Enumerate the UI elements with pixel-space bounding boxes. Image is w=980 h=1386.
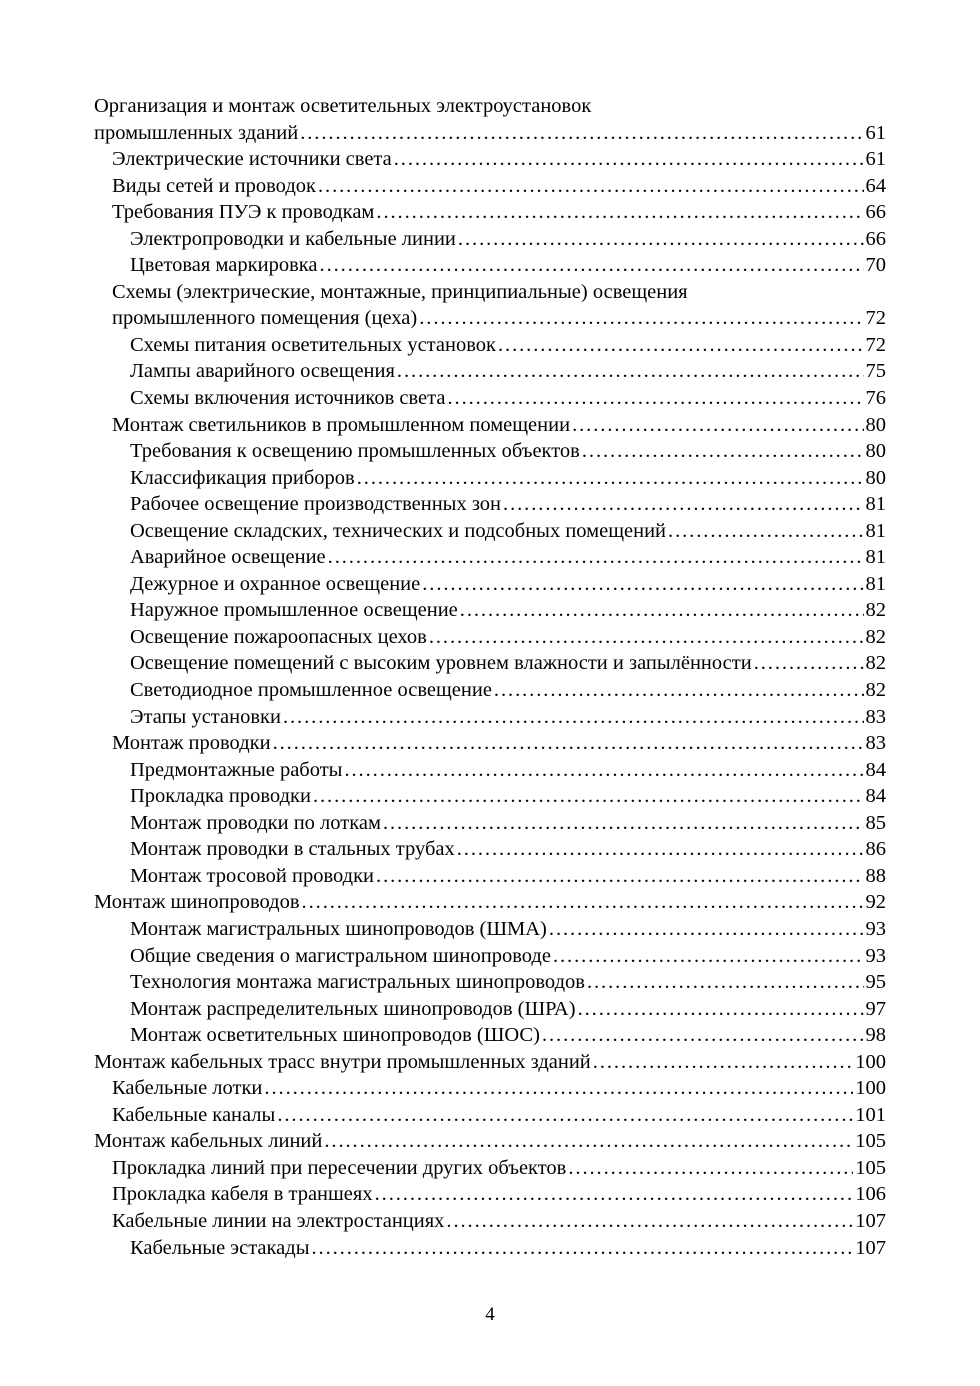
toc-entry-title: Монтаж шинопроводов [94,891,300,914]
toc-entry-title: Прокладка кабеля в траншеях [112,1183,373,1206]
toc-entry [94,544,886,571]
toc-entry-page: 105 [855,1130,886,1153]
toc-entry-page: 101 [855,1103,886,1126]
toc-entry-row [112,173,886,200]
toc-entry [94,889,886,916]
toc-entry-title-line: Организация и монтаж осветительных электроустановок [94,95,592,117]
toc-entry-row [130,518,886,545]
toc-entry-page: 61 [865,121,886,144]
toc-entry-title: Кабельные каналы [112,1103,276,1126]
toc-entry-row [130,252,886,279]
toc-entry-page: 82 [865,599,886,622]
dot-leader [422,571,863,598]
toc-entry-row [130,916,886,943]
toc-entry [94,1181,886,1208]
dot-leader [311,1235,853,1262]
toc-entry-page: 100 [855,1050,886,1073]
toc-entry [94,1128,886,1155]
dot-leader [754,650,864,677]
toc-entry-title: Виды сетей и проводок [112,174,316,197]
toc-entry [94,597,886,624]
toc-entry-title: Дежурное и охранное освещение [130,572,421,595]
toc-entry [94,146,886,173]
toc-entry-title: Освещение помещений с высоким уровнем влажности и запылённости [130,652,752,675]
toc-entry-row [130,1022,886,1049]
toc-entry-row [130,836,886,863]
dot-leader [273,730,864,757]
toc-entry-title: Кабельные лотки [112,1077,263,1100]
dot-leader [542,1022,864,1049]
toc-entry [94,1049,886,1076]
dot-leader [324,1128,853,1155]
toc-entry-title: Монтаж тросовой проводки [130,864,375,887]
toc-entry-title: Освещение складских, технических и подсобных помещений [130,519,667,542]
toc-entry-page: 82 [865,652,886,675]
toc-entry-page: 85 [865,811,886,834]
dot-leader [447,385,863,412]
toc-entry-row [130,624,886,651]
toc-entry-title: Этапы установки [130,705,281,728]
toc-entry-row [130,438,886,465]
toc-entry-row [112,146,886,173]
toc-entry-row [130,757,886,784]
toc-entry-title: Схемы питания осветительных установок [130,333,496,356]
toc-entry-title: промышленных зданий [94,121,299,144]
toc-entry-page: 81 [865,519,886,542]
toc-entry-page: 92 [865,891,886,914]
toc-entry-page: 72 [865,333,886,356]
toc-entry [94,730,886,757]
dot-leader [320,252,864,279]
toc-entry-title: Технология монтажа магистральных шинопроводов [130,971,585,994]
toc-entry-page: 105 [855,1156,886,1179]
toc-entry-title: Монтаж кабельных линий [94,1130,323,1153]
toc-entry [94,704,886,731]
toc-entry [94,571,886,598]
dot-leader [578,996,864,1023]
toc-entry-row [94,120,886,147]
toc-entry-page: 95 [865,971,886,994]
dot-leader [357,465,864,492]
dot-leader [397,358,864,385]
toc-entry-page: 107 [855,1209,886,1232]
toc-entry-page: 75 [865,360,886,383]
dot-leader [568,1155,853,1182]
toc-entry-page: 80 [865,466,886,489]
toc-entry [94,385,886,412]
toc-entry-row [94,889,886,916]
toc-entry-title: Монтаж проводки по лоткам [130,811,381,834]
dot-leader [494,677,864,704]
toc-entry-title: Требования к освещению промышленных объектов [130,440,580,463]
toc-entry [94,1155,886,1182]
toc-entry-row [94,1128,886,1155]
toc-entry-row [130,943,886,970]
dot-leader [302,889,864,916]
toc-entry-row [130,571,886,598]
toc-entry [94,518,886,545]
dot-leader [277,1102,853,1129]
toc-entry [94,677,886,704]
dot-leader [344,757,863,784]
toc-entry-page: 66 [865,201,886,224]
page-number: 4 [485,1304,495,1325]
toc-entry [94,810,886,837]
toc-entry-page: 82 [865,625,886,648]
toc-entry-title: Монтаж магистральных шинопроводов (ШМА) [130,917,547,940]
toc-entry-page: 61 [865,148,886,171]
toc-entry [94,836,886,863]
toc-entry-page: 97 [865,997,886,1020]
toc-entry-title: Прокладка проводки [130,785,311,808]
toc-entry [94,1075,886,1102]
dot-leader [283,704,864,731]
toc-entry-row [130,491,886,518]
dot-leader [593,1049,853,1076]
toc-entry-page: 66 [865,227,886,250]
toc-entry-row [130,597,886,624]
toc-entry-row [130,226,886,253]
toc-entry [94,93,886,146]
toc-entry-page: 84 [865,785,886,808]
toc-entry [94,1208,886,1235]
dot-leader [582,438,864,465]
dot-leader [376,863,863,890]
toc-entry-title: Светодиодное промышленное освещение [130,679,492,702]
dot-leader [549,916,864,943]
toc-entry-page: 100 [855,1077,886,1100]
toc-entry [94,465,886,492]
toc-entry-row [130,677,886,704]
toc-entry-row [112,730,886,757]
toc-entry-title: Аварийное освещение [130,546,326,569]
toc-entry [94,358,886,385]
dot-leader [375,1181,854,1208]
toc-entry [94,863,886,890]
toc-entry [94,332,886,359]
toc-entry [94,1102,886,1129]
toc-entry-row [130,810,886,837]
toc-entry [94,969,886,996]
toc-entry-page: 106 [855,1183,886,1206]
dot-leader [503,491,863,518]
toc-entry-title-line: Схемы (электрические, монтажные, принципиальные) освещения [112,280,688,303]
toc-entry-title: промышленного помещения (цеха) [112,307,418,330]
dot-leader [457,836,864,863]
toc-entry-page: 80 [865,440,886,463]
toc-entry-title: Электрические источники света [112,148,392,171]
dot-leader [328,544,864,571]
toc-entry-title: Прокладка линий при пересечении других объектов [112,1156,567,1179]
toc-entry-page: 83 [865,732,886,755]
dot-leader [419,305,863,332]
dot-leader [429,624,864,651]
toc-entry-title: Требования ПУЭ к проводкам [112,201,375,224]
toc-entry-row [130,332,886,359]
toc-entry-row [112,1155,886,1182]
toc-entry-title: Монтаж распределительных шинопроводов (ШРА) [130,997,576,1020]
dot-leader [446,1208,853,1235]
toc-entry-title: Классификация приборов [130,466,355,489]
toc-entry-row [130,544,886,571]
toc-entry [94,252,886,279]
toc-entry-row [112,412,886,439]
toc-entry-title: Рабочее освещение производственных зон [130,493,502,516]
dot-leader [318,173,864,200]
toc-entry-row [130,704,886,731]
toc-entry-row [130,385,886,412]
toc-entry-row [130,1235,886,1262]
dot-leader [572,412,863,439]
toc-entry-page: 84 [865,758,886,781]
toc-entry-page: 72 [865,307,886,330]
toc-entry-title: Электропроводки и кабельные линии [130,227,456,250]
toc-entry-page: 80 [865,413,886,436]
toc-entry [94,412,886,439]
toc-entry [94,279,886,332]
toc-entry-row [130,863,886,890]
toc-entry-row [112,1102,886,1129]
toc-entry-title: Монтаж осветительных шинопроводов (ШОС) [130,1024,540,1047]
dot-leader [313,783,864,810]
toc-entry [94,491,886,518]
toc-entry-page: 81 [865,546,886,569]
toc-entry-title: Лампы аварийного освещения [130,360,395,383]
table-of-contents [94,93,886,1261]
toc-entry [94,1235,886,1262]
toc-entry-page: 83 [865,705,886,728]
toc-entry-title: Монтаж светильников в промышленном помещении [112,413,571,436]
toc-entry-row [112,1208,886,1235]
toc-entry-title: Освещение пожароопасных цехов [130,625,427,648]
toc-entry-row [130,465,886,492]
toc-entry [94,757,886,784]
toc-entry [94,1022,886,1049]
dot-leader [264,1075,853,1102]
toc-entry [94,650,886,677]
toc-entry-title: Наружное промышленное освещение [130,599,458,622]
dot-leader [458,226,864,253]
toc-entry-page: 64 [865,174,886,197]
toc-entry [94,226,886,253]
toc-entry-row [130,969,886,996]
toc-entry-page: 76 [865,387,886,410]
toc-entry [94,943,886,970]
toc-entry [94,173,886,200]
toc-entry-page: 81 [865,572,886,595]
toc-entry-page: 81 [865,493,886,516]
toc-entry-page: 107 [855,1236,886,1259]
toc-entry-page: 88 [865,864,886,887]
dot-leader [383,810,864,837]
toc-entry-page: 98 [865,1024,886,1047]
dot-leader [376,199,863,226]
toc-entry [94,199,886,226]
toc-entry-title: Монтаж проводки [112,732,271,755]
toc-entry-title: Монтаж проводки в стальных трубах [130,838,455,861]
dot-leader [553,943,864,970]
toc-entry-row [112,1181,886,1208]
toc-entry-title: Цветовая маркировка [130,254,318,277]
dot-leader [498,332,864,359]
dot-leader [587,969,864,996]
toc-entry-row [130,783,886,810]
toc-entry-title: Кабельные линии на электростанциях [112,1209,445,1232]
toc-entry-title: Кабельные эстакады [130,1236,310,1259]
toc-entry-title: Предмонтажные работы [130,758,343,781]
toc-entry [94,624,886,651]
dot-leader [394,146,864,173]
toc-entry-page: 70 [865,254,886,277]
toc-entry-row [112,1075,886,1102]
toc-entry-row [94,1049,886,1076]
toc-entry [94,783,886,810]
toc-entry [94,438,886,465]
toc-entry-page: 93 [865,917,886,940]
toc-entry-row [130,358,886,385]
toc-entry-row [112,305,886,332]
toc-entry-title: Монтаж кабельных трасс внутри промышленных зданий [94,1050,591,1073]
dot-leader [460,597,864,624]
toc-entry-title: Схемы включения источников света [130,387,446,410]
toc-entry-row [130,650,886,677]
dot-leader [668,518,863,545]
toc-entry-row [130,996,886,1023]
toc-entry-page: 82 [865,679,886,702]
toc-entry-page: 93 [865,944,886,967]
toc-entry-title: Общие сведения о магистральном шинопроводе [130,944,551,967]
dot-leader [300,120,863,147]
toc-entry [94,996,886,1023]
toc-entry [94,916,886,943]
toc-entry-row [112,199,886,226]
toc-entry-page: 86 [865,838,886,861]
